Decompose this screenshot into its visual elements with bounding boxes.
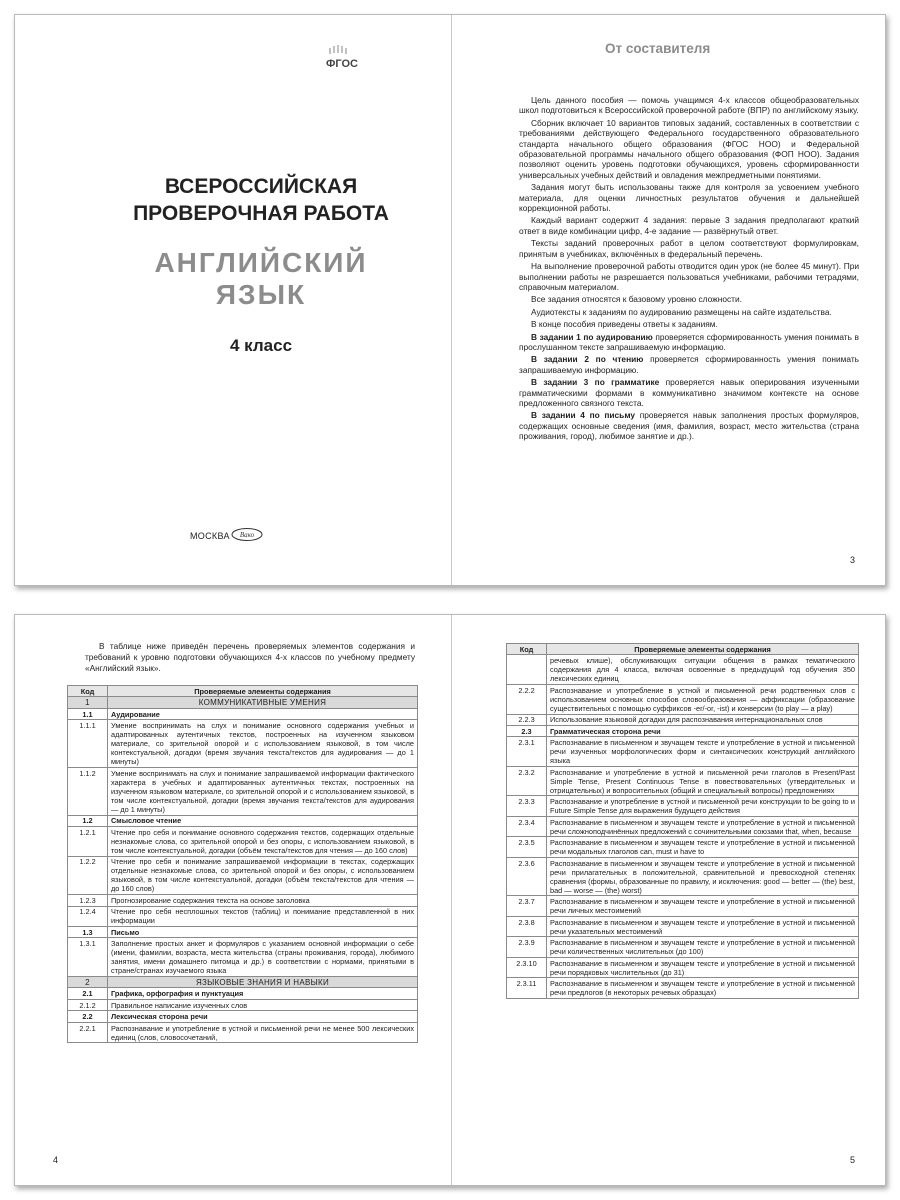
publisher-name: Вако [239, 531, 255, 539]
row-content: Распознавание в письменном и звучащем тексте и употребление в устной и письменной речи личных местоимений [547, 896, 859, 916]
preface-paragraph-text: проверяется навык оперирования изученными грамматическими формами в коммуникативно значимом контексте на основе предложенного связного текста. [519, 377, 859, 408]
col-code-header: Код [507, 644, 547, 655]
page-number-3: 3 [849, 555, 855, 565]
row-code: 1.1.2 [68, 767, 108, 815]
row-code: 2.2 [68, 1011, 108, 1022]
table-row [507, 684, 859, 714]
row-content: КОММУНИКАТИВНЫЕ УМЕНИЯ [108, 697, 418, 708]
row-code: 1.3 [68, 927, 108, 938]
requirements-table-right [506, 643, 859, 999]
row-content: Аудирование [108, 708, 418, 719]
row-code: 1.2.1 [68, 827, 108, 857]
grade-label: 4 класс [229, 336, 293, 355]
row-content: Распознавание в письменном и звучащем тексте и употребление в устной и письменной речи порядковых числительных (до 31) [547, 957, 859, 977]
table-row [507, 766, 859, 796]
bottom-gutter [451, 615, 452, 1185]
preface-paragraph [519, 332, 859, 353]
row-code: 2.3.2 [507, 766, 547, 796]
row-content: Смысловое чтение [108, 815, 418, 826]
preface-paragraph [519, 307, 859, 317]
table-row [507, 857, 859, 896]
row-content: Грамматическая сторона речи [547, 725, 859, 736]
table-row [507, 916, 859, 936]
preface-text [519, 95, 859, 444]
top-gutter [451, 15, 452, 585]
row-code: 1.2.3 [68, 895, 108, 906]
title-line-1: ВСЕРОССИЙСКАЯ [164, 175, 358, 198]
preface-paragraph [519, 215, 859, 236]
row-code: 1.3.1 [68, 938, 108, 977]
preface-bold-lead: В задании 1 по аудированию [531, 331, 653, 342]
subject-line-1: АНГЛИЙСКИЙ [154, 247, 368, 278]
title-main [71, 173, 451, 227]
row-content: Чтение про себя и понимание основного содержания текстов, содержащих отдельные незнакомые слова, со зрительной опорой и без опоры, с использованием языковой, в том числе контекстуальной, догадки (объём текста/текстов для чтения — до 160 слов) [108, 827, 418, 857]
row-content: Чтение про себя и понимание запрашиваемой информации в текстах, содержащих отдельные незнакомые слова, со зрительной опорой и без опоры, с использованием языковой, в том числе контекстуальной, догадки (объём текста/текстов для чтения — до 160 слов) [108, 856, 418, 895]
preface-paragraph-text: Тексты заданий проверочных работ в целом соответствуют формулировкам, принятым в учебниках, включённых в федеральный перечень. [519, 238, 859, 259]
row-code: 2.3.3 [507, 796, 547, 816]
row-code: 1 [68, 697, 108, 708]
preface-paragraph-text: проверяется сформированность умения понимать запрашиваемую информацию. [519, 354, 859, 375]
row-content: Распознавание и употребление в устной и письменной речи родственных слов с использованием основных способов словообразования — аффиксации (образование существительных с помощью суффиксов -er/-or, -ist) и конверсии (to play — a play) [547, 684, 859, 714]
table-row [507, 737, 859, 767]
table-row [507, 837, 859, 857]
row-content: Заполнение простых анкет и формуляров с указанием основной информации о себе (имени, фамилии, возраста, места жительства (страны проживания, города), любимого занятия, имени домашнего питомца и др.) в соответствии с нормами, принятыми в стране/странах изучаемого языка [108, 938, 418, 977]
preface-paragraph [519, 377, 859, 408]
row-code: 2.3.11 [507, 978, 547, 998]
section-row [68, 697, 418, 708]
row-code [507, 655, 547, 685]
preface-paragraph-text: Задания могут быть использованы также для контроля за усвоением учебного материала, для оценки личностных результатов обучения и дальнейшей коррекционной работы. [519, 182, 859, 214]
publisher-logo-icon [230, 527, 264, 542]
table-row [68, 906, 418, 926]
row-code: 1.2.4 [68, 906, 108, 926]
row-code: 2 [68, 977, 108, 988]
row-content: Распознавание в письменном и звучащем тексте и употребление в устной и письменной речи предлогов (в некоторых речевых образцах) [547, 978, 859, 998]
row-content: Распознавание в письменном и звучащем тексте и употребление в устной и письменной речи количественных числительных (до 100) [547, 937, 859, 957]
row-content: Распознавание в письменном и звучащем тексте и употребление в устной и письменной речи модальных глаголов can, must и have to [547, 837, 859, 857]
row-code: 2.1.2 [68, 999, 108, 1010]
row-code: 2.3.8 [507, 916, 547, 936]
col-content-header: Проверяемые элементы содержания [547, 644, 859, 655]
row-code: 1.1.1 [68, 720, 108, 768]
preface-paragraph-text: Каждый вариант содержит 4 задания: первые 3 задания предполагают краткий ответ в виде комбинации цифр, 4-е задание — развёрнутый ответ. [519, 215, 859, 236]
title-line-2: ПРОВЕРОЧНАЯ РАБОТА [133, 202, 389, 225]
row-code: 1.1 [68, 708, 108, 719]
table-intro [85, 641, 415, 674]
row-content: Распознавание в письменном и звучащем тексте и употребление в устной и письменной речи прилагательных в положительной, сравнительной и превосходной степенях сравнения (формы, образованные по правилу, и исключения: good — better — (the) best, bad — worse — (the) worst) [547, 857, 859, 896]
subject-line-2: ЯЗЫК [215, 279, 307, 310]
preface-paragraph [519, 410, 859, 441]
page-number-5: 5 [849, 1155, 855, 1165]
subsection-row [68, 708, 418, 719]
row-content: Распознавание в письменном и звучащем тексте и употребление в устной и письменной речи изученных морфологических форм и синтаксических конструкций английского языка [547, 737, 859, 767]
row-code: 2.3 [507, 725, 547, 736]
subsection-row [507, 725, 859, 736]
preface-paragraph [519, 118, 859, 180]
preface-paragraph-text: проверяется навык заполнения простых формуляров, содержащих основные сведения (имя, фамилия, возраст, место жительства (страна проживания, город), любимое занятие и др.). [519, 410, 859, 442]
preface-title: От составителя [605, 41, 711, 56]
table-row [507, 978, 859, 998]
preface-paragraph [519, 354, 859, 375]
preface-paragraph-text: проверяется сформированность умения понимать в прослушанном тексте запрашиваемую информацию. [519, 331, 859, 352]
row-content: Графика, орфография и пунктуация [108, 988, 418, 999]
table-row [68, 827, 418, 857]
row-content: Лексическая сторона речи [108, 1011, 418, 1022]
row-content: Умение воспринимать на слух и понимание запрашиваемой информации фактического характера в учебных и адаптированных аутентичных текстах, построенных на изученном языковом материале, со зрительной опорой и с использованием языковой, в том числе контекстуальной, догадки (время звучания текста/текстов для аудирования — до 1 минуты) [108, 767, 418, 815]
table-row [507, 957, 859, 977]
row-content: Письмо [108, 927, 418, 938]
table-row [68, 720, 418, 768]
row-code: 2.3.9 [507, 937, 547, 957]
row-content: Использование языковой догадки для распознавания интернациональных слов [547, 714, 859, 725]
logo-text: ФГОС [326, 58, 358, 70]
row-content: Распознавание и употребление в устной и письменной речи не менее 500 лексических единиц (слов, словосочетаний, [108, 1022, 418, 1042]
table-row [68, 767, 418, 815]
fgos-logo-icon [321, 43, 369, 75]
table-intro-text: В таблице ниже приведён перечень проверяемых элементов содержания и требований к уровню подготовки обучающихся 4-х классов по учебному предмету «Английский язык». [85, 641, 415, 673]
row-content: Распознавание в письменном и звучащем тексте и употребление в устной и письменной речи сложноподчинённых предложений с сочинительными союзами that, when, because [547, 816, 859, 836]
page-number-4: 4 [53, 1155, 59, 1165]
row-code: 2.2.2 [507, 684, 547, 714]
preface-paragraph-text: В конце пособия приведены ответы к заданиям. [531, 319, 718, 330]
table-row [507, 796, 859, 816]
row-content: Прогнозирование содержания текста на основе заголовка [108, 895, 418, 906]
preface-paragraph [519, 95, 859, 116]
preface-bold-lead: В задании 4 по письму [531, 410, 636, 421]
preface-bold-lead: В задании 2 по чтению [531, 354, 644, 365]
section-row [68, 977, 418, 988]
row-content: ЯЗЫКОВЫЕ ЗНАНИЯ И НАВЫКИ [108, 977, 418, 988]
preface-paragraph-text: Сборник включает 10 вариантов типовых заданий, составленных в соответствии с требованиями действующего Федерального государственного образовательного стандарта начального общего образования (ФГОС НОО) и Федеральной образовательной программы начального общего образования (ФОП НОО). Задания позволяют оценить уровень подготовки обучающихся, уровень сформированности универсальных учебных действий и овладения межпредметными понятиями. [519, 117, 859, 180]
row-content: речевых клише), обслуживающих ситуации общения в рамках тематического содержания для 4 класса, включая освоенные в предыдущий год обучения 350 лексических единиц [547, 655, 859, 685]
preface-paragraph-text: Все задания относятся к базовому уровню сложности. [531, 294, 742, 305]
subsection-row [68, 815, 418, 826]
row-content: Распознавание и употребление в устной и письменной речи конструкции to be going to и Future Simple Tense для выражения будущего действия [547, 796, 859, 816]
preface-paragraph [519, 261, 859, 292]
preface-paragraph-text: На выполнение проверочной работы отводится один урок (не более 45 минут). При выполнении работы не разрешается пользоваться учебниками, рабочими тетрадями, справочным материалом. [519, 261, 859, 292]
row-code: 2.3.5 [507, 837, 547, 857]
subsection-row [68, 927, 418, 938]
subsection-row [68, 988, 418, 999]
row-content: Распознавание и употребление в устной и письменной речи глаголов в Present/Past Simple Tense, Present Continuous Tense в повествовательных (утвердительных и отрицательных) и вопросительных (общий и специальный вопросы) предложениях [547, 766, 859, 796]
row-code: 1.2.2 [68, 856, 108, 895]
table-row [68, 999, 418, 1010]
table-row [507, 896, 859, 916]
row-code: 2.3.10 [507, 957, 547, 977]
row-code: 1.2 [68, 815, 108, 826]
preface-paragraph-text: Цель данного пособия — помочь учащимся 4-х классов общеобразовательных школ подготовиться к Всероссийской проверочной работе (ВПР) по английскому языку. [519, 95, 859, 116]
row-content: Чтение про себя несплошных текстов (таблиц) и понимание представленной в них информации [108, 906, 418, 926]
top-spread [14, 14, 886, 586]
col-content-header: Проверяемые элементы содержания [108, 686, 418, 697]
subject-title [71, 247, 451, 311]
row-code: 2.1 [68, 988, 108, 999]
row-content: Распознавание в письменном и звучащем тексте и употребление в устной и письменной речи указательных местоимений [547, 916, 859, 936]
row-code: 2.3.7 [507, 896, 547, 916]
table-row [68, 895, 418, 906]
table-row [507, 937, 859, 957]
row-code: 2.3.1 [507, 737, 547, 767]
preface-paragraph [519, 238, 859, 259]
table-row [507, 816, 859, 836]
table-row [68, 1022, 418, 1042]
row-code: 2.3.6 [507, 857, 547, 896]
table-row [507, 714, 859, 725]
table-row [507, 655, 859, 685]
preface-paragraph [519, 182, 859, 213]
preface-paragraph-text: Аудиотексты к заданиям по аудированию размещены на сайте издательства. [531, 306, 832, 317]
preface-bold-lead: В задании 3 по грамматике [531, 377, 660, 388]
requirements-table-left [67, 685, 418, 1043]
row-code: 2.3.4 [507, 816, 547, 836]
bottom-spread [14, 614, 886, 1186]
city-label: МОСКВА [190, 531, 230, 541]
col-code-header: Код [68, 686, 108, 697]
table-row [68, 938, 418, 977]
preface-paragraph [519, 294, 859, 304]
subsection-row [68, 1011, 418, 1022]
table-row [68, 856, 418, 895]
row-code: 2.2.3 [507, 714, 547, 725]
preface-paragraph [519, 319, 859, 329]
row-code: 2.2.1 [68, 1022, 108, 1042]
row-content: Правильное написание изученных слов [108, 999, 418, 1010]
row-content: Умение воспринимать на слух и понимание основного содержания учебных и адаптированных аутентичных текстов, построенных на изученном языковом материале, со зрительной опорой и с использованием языковой, в том числе контекстуальной, догадки (время звучания текста/текстов для аудирования — до 1 минуты) [108, 720, 418, 768]
